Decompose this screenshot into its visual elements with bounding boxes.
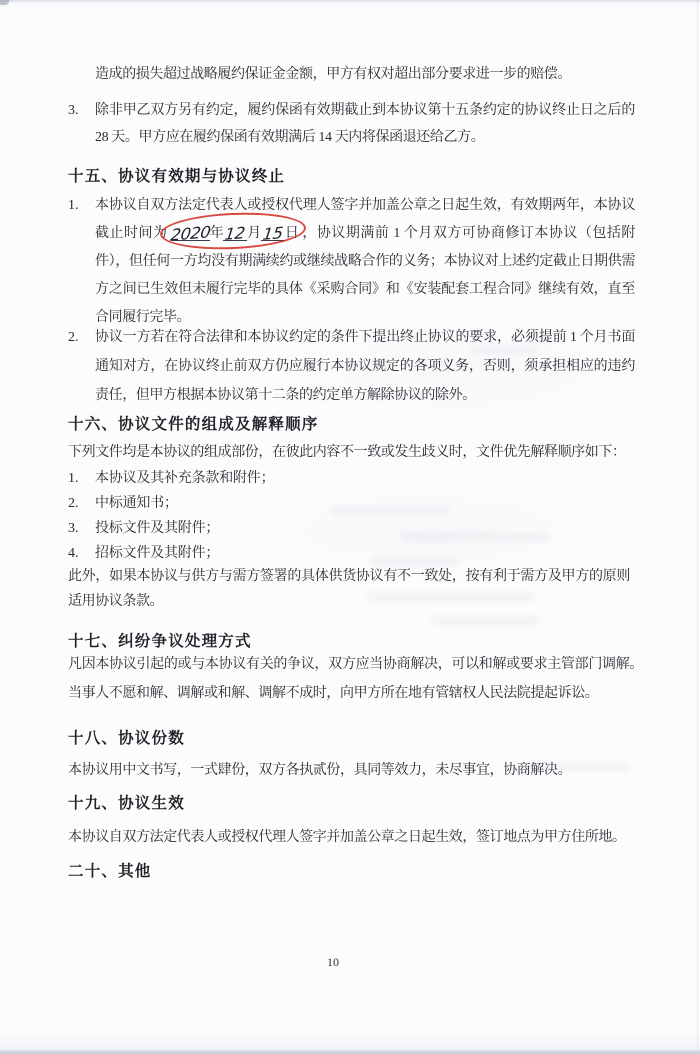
list-item-number: 1. [68,471,79,486]
scan-bottom-edge [0,1050,700,1054]
handwritten-day-blank [261,223,285,244]
clause-item-3: 除非甲乙双方另有约定，履约保函有效期截止到本协议第十五条约定的协议终止日之后的 28 天。甲方应在履约保函有效期满后 14 天内将保函退还给乙方。 [95,103,635,145]
bleed-through-mark [330,505,450,515]
list-item [68,466,634,491]
handwritten-month: 12 [224,223,247,244]
list-item-number: 3. [68,521,79,536]
day-label: 日 [284,226,299,241]
year-label: 年 [209,226,224,241]
list-item-text: 招标文件及其附件； [95,546,220,561]
s19-body: 本协议自双方法定代表人或授权代理人签字并加盖公章之日起生效，签订地点为甲方住所地。 [68,830,626,845]
bleed-through-mark [430,616,540,626]
s15-item-1-post-text: ，协议期满前 1 个月双方可协商修订本协议（包括附件），但任何一方均没有期满续约或继续战略合作的义务；本协议对上述约定截止日期供需方之间已生效但未履行完毕的具体《采购合同》和《安装配套工程合同》继续有效，直至合同履行完毕。 [95,226,636,325]
handwritten-month-blank [223,223,247,244]
handwritten-year: 2020 [169,222,212,245]
bleed-through-mark [365,592,535,602]
list-item-text: 中标通知书； [95,496,178,511]
handwritten-year-blank [169,222,212,245]
bleed-through-mark [370,557,460,567]
s15-item-2-number: 2. [68,330,79,345]
section-18-heading: 十八、协议份数 [68,730,185,747]
list-item-text: 本协议及其补充条款和附件； [95,471,275,486]
scan-top-edge [0,0,700,2]
list-number-3: 3. [68,103,79,118]
section-16-heading: 十六、协议文件的组成及解释顺序 [68,416,319,433]
scan-right-edge [697,0,698,1054]
bleed-through-mark [520,762,630,772]
month-label: 月 [247,226,261,241]
list-item-text: 投标文件及其附件； [95,521,220,536]
section-20-heading: 二十、其他 [68,863,152,880]
bleed-through-mark [470,345,540,355]
contract-end-date [168,220,302,248]
scan-artifact-speck [0,0,9,5]
section-19-heading: 十九、协议生效 [68,795,185,812]
list-item-number: 2. [68,496,79,511]
s15-item-1-text [95,192,635,332]
s15-item-2-text: 协议一方若在符合法律和本协议约定的条件下提出终止协议的要求，必须提前 1 个月书面通知对方，在协议终止前双方仍应履行本协议规定的各项义务，否则，须承担相应的违约责任，但甲方根据本协议第十二条的约定单方解除协议的除外。 [95,330,635,403]
s16-outro: 此外，如果本协议与供方与需方签署的具体供货协议有不一致处，按有利于需方及甲方的原则适用协议条款。 [68,569,630,609]
s15-item-1-number: 1. [68,198,79,213]
section-17-heading: 十七、纠纷争议处理方式 [68,633,252,650]
handwritten-day: 15 [261,223,284,244]
s18-body: 本协议用中文书写，一式肆份，双方各执贰份，具同等效力，未尽事宜，协商解决。 [68,763,572,778]
s16-document-list [68,466,634,566]
s15-item-1-pre-text: 本协议自双方法定代表人或授权代理人签字并加盖公章之日起生效，有效期两年，本协议截止时间为 [95,198,635,241]
continued-paragraph: 造成的损失超过战略履约保证金金额，甲方有权对超出部分要求进一步的赔偿。 [95,67,571,82]
page-number: 10 [327,955,339,969]
list-item [68,541,634,566]
s17-body: 凡因本协议引起的或与本协议有关的争议，双方应当协商解决，可以和解或要求主管部门调解。当事人不愿和解、调解或和解、调解不成时，向甲方所在地有管辖权人民法院提起诉讼。 [68,657,643,701]
list-item-number: 4. [68,546,79,561]
section-15-heading: 十五、协议有效期与协议终止 [68,168,286,185]
bleed-through-mark [400,532,550,542]
s16-intro: 下列文件均是本协议的组成部份，在彼此内容不一致或发生歧义时，文件优先解释顺序如下： [68,445,626,460]
